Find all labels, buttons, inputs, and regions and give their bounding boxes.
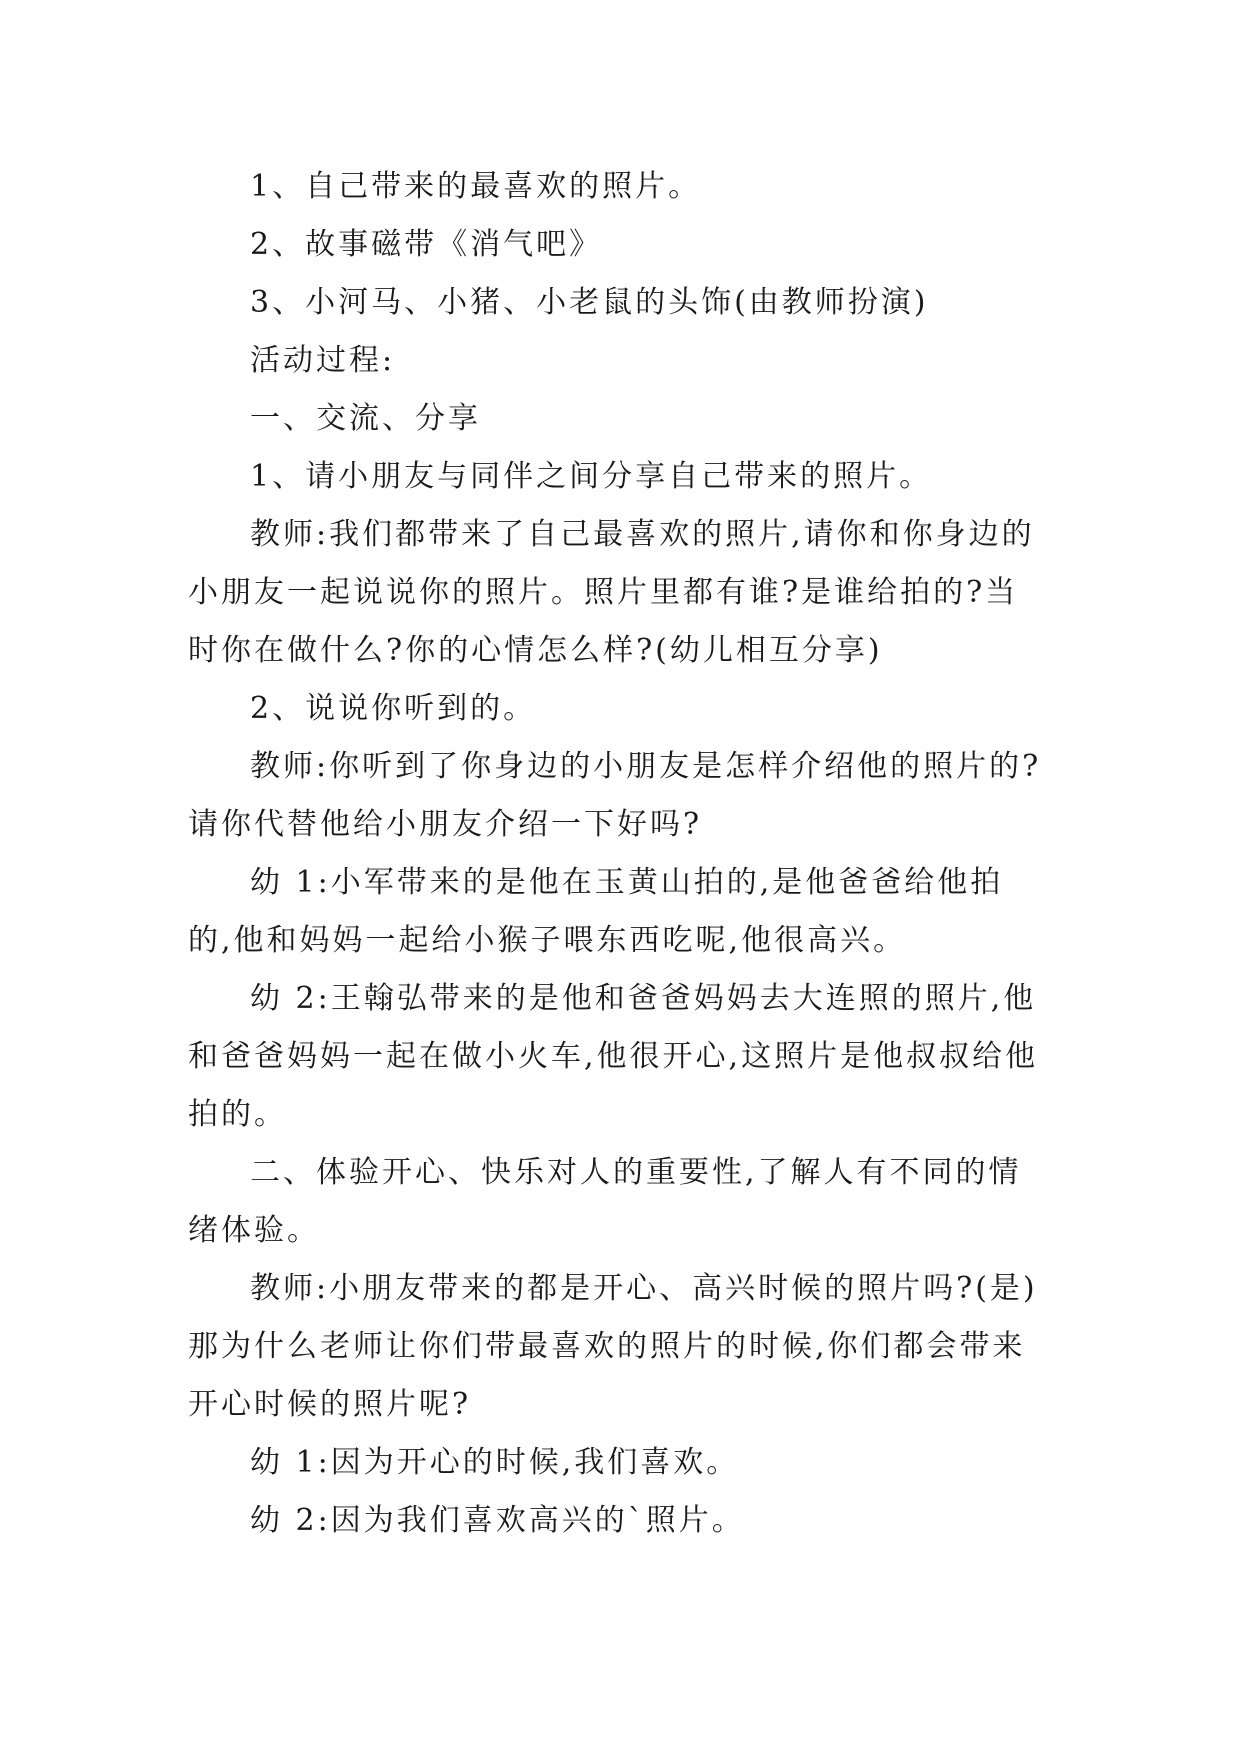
paragraph: 幼 2:王翰弘带来的是他和爸爸妈妈去大连照的照片,他和爸爸妈妈一起在做小火车,他很开心,这照片是他叔叔给他拍的。 xyxy=(188,981,1039,1132)
paragraph: 教师:我们都带来了自己最喜欢的照片,请你和你身边的小朋友一起说说你的照片。照片里都有谁?是谁给拍的?当时你在做什么?你的心情怎么样?(幼儿相互分享) xyxy=(188,517,1035,668)
paragraph: 幼 1:小军带来的是他在玉黄山拍的,是他爸爸给他拍的,他和妈妈一起给小猴子喂东西吃呢,他很高兴。 xyxy=(188,865,1004,958)
paragraph: 2、故事磁带《消气吧》 xyxy=(250,227,603,262)
paragraph: 幼 2:因为我们喜欢高兴的`照片。 xyxy=(250,1503,745,1538)
paragraph: 3、小河马、小猪、小老鼠的头饰(由教师扮演) xyxy=(250,285,929,320)
paragraph: 一、交流、分享 xyxy=(250,401,481,436)
paragraph: 教师:小朋友带来的都是开心、高兴时候的照片吗?(是)那为什么老师让你们带最喜欢的照片的时候,你们都会带来开心时候的照片呢? xyxy=(188,1271,1038,1422)
paragraph: 教师:你听到了你身边的小朋友是怎样介绍他的照片的?请你代替他给小朋友介绍一下好吗? xyxy=(188,749,1042,842)
paragraph: 1、自己带来的最喜欢的照片。 xyxy=(250,169,702,204)
paragraph: 活动过程: xyxy=(250,343,396,378)
paragraph: 2、说说你听到的。 xyxy=(250,691,537,726)
document-body xyxy=(188,158,1048,1550)
paragraph: 1、请小朋友与同伴之间分享自己带来的照片。 xyxy=(250,459,933,494)
paragraph: 二、体验开心、快乐对人的重要性,了解人有不同的情绪体验。 xyxy=(188,1155,1022,1248)
paragraph: 幼 1:因为开心的时候,我们喜欢。 xyxy=(250,1445,740,1480)
